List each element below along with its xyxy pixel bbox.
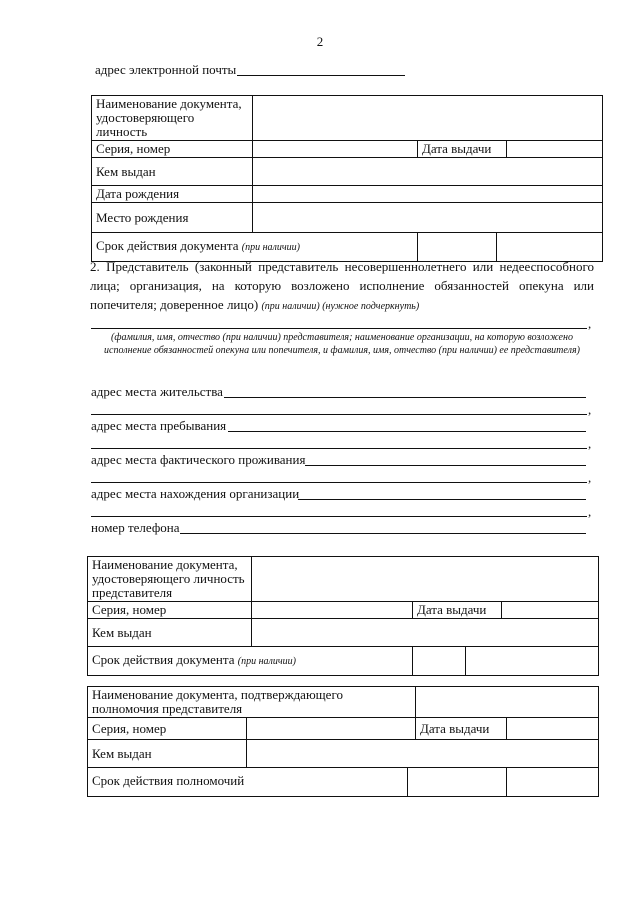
comma: , [588,316,592,331]
t2-validity-text: Срок действия документа [92,652,235,667]
t1-series-label: Серия, номер [92,141,253,158]
t1-birth-date-value[interactable] [253,186,603,203]
actual-residence-line[interactable] [305,465,586,466]
representative-note: (при наличии) (нужное подчеркнуть) [261,301,420,312]
t3-validity-row [88,768,507,797]
t2-series-value[interactable] [252,602,413,619]
t3-issued-by-value[interactable] [247,740,599,768]
comma: , [588,402,592,417]
t1-issued-by-value[interactable] [253,158,603,186]
t1-birth-date-label: Дата рождения [92,186,253,203]
t3-doc-name-value[interactable] [416,687,599,718]
comma: , [588,504,592,519]
comma: , [588,436,592,451]
phone-line[interactable] [180,533,586,534]
authority-document-table [87,686,599,797]
org-location-label: адрес места нахождения организации [91,486,300,501]
t1-doc-name-label: Наименование документа, удостоверяющего личность [92,96,253,141]
t3-series-value[interactable] [247,718,416,740]
t1-validity-note: (при наличии) [241,242,301,253]
t3-date-label: Дата выдачи [416,718,507,740]
email-line [237,75,405,76]
representative-identity-table [87,556,599,676]
t2-issued-by-value[interactable] [252,619,599,647]
t3-validity-label: Срок действия полномочий [88,768,408,796]
org-location-line-2[interactable] [91,516,587,517]
t1-birth-place-label: Место рождения [92,203,253,233]
representative-name-line[interactable] [91,328,587,329]
residence-label: адрес места жительства [91,384,223,399]
stay-line-2[interactable] [91,448,587,449]
t2-date-label: Дата выдачи [413,602,502,619]
t1-date-value[interactable] [507,141,603,158]
org-location-line[interactable] [298,499,586,500]
t2-series-label: Серия, номер [88,602,252,619]
stay-label: адрес места пребывания [91,418,227,433]
actual-residence-line-2[interactable] [91,482,587,483]
t3-validity-extra[interactable] [507,768,599,797]
t2-date-value[interactable] [502,602,599,619]
t2-doc-name-value[interactable] [252,557,599,602]
identity-document-table [91,95,603,262]
t3-series-label: Серия, номер [88,718,247,740]
comma: , [588,470,592,485]
phone-label: номер телефона [91,520,180,535]
actual-residence-label: адрес места фактического проживания [91,452,306,467]
email-label: адрес электронной почты [95,62,237,77]
t1-doc-name-value[interactable] [253,96,603,141]
t3-issued-by-label: Кем выдан [88,740,247,768]
t3-date-value[interactable] [507,718,599,740]
t3-doc-name-label: Наименование документа, подтверждающего полномочия представителя [88,687,416,718]
residence-line-2[interactable] [91,414,587,415]
representative-paragraph [90,257,594,316]
t1-birth-place-value[interactable] [253,203,603,233]
representative-text: 2. Представитель (законный представитель несовершеннолетнего или недееспособного лица; организация, на которую возложено исполнение обязанностей опекуна или попечителя; доверенное лицо) [90,259,594,312]
t2-validity-value[interactable] [413,647,599,676]
t2-validity-note: (при наличии) [237,656,297,667]
t2-validity-label [88,647,413,676]
stay-line[interactable] [228,431,586,432]
t1-series-value[interactable] [253,141,418,158]
t1-validity-text: Срок действия документа [96,238,239,253]
residence-line[interactable] [224,397,586,398]
page-number: 2 [316,34,324,49]
t3-validity-value[interactable] [408,768,506,796]
representative-caption: (фамилия, имя, отчество (при наличии) представителя; наименование организации, на которую возложено исполнение обязанностей опекуна или попечителя, и фамилия, имя, отчество (при наличии) ее представителя) [104,332,580,356]
t2-issued-by-label: Кем выдан [88,619,252,647]
t1-issued-by-label: Кем выдан [92,158,253,186]
t1-date-label: Дата выдачи [418,141,507,158]
t2-doc-name-label: Наименование документа, удостоверяющего личность представителя [88,557,252,602]
